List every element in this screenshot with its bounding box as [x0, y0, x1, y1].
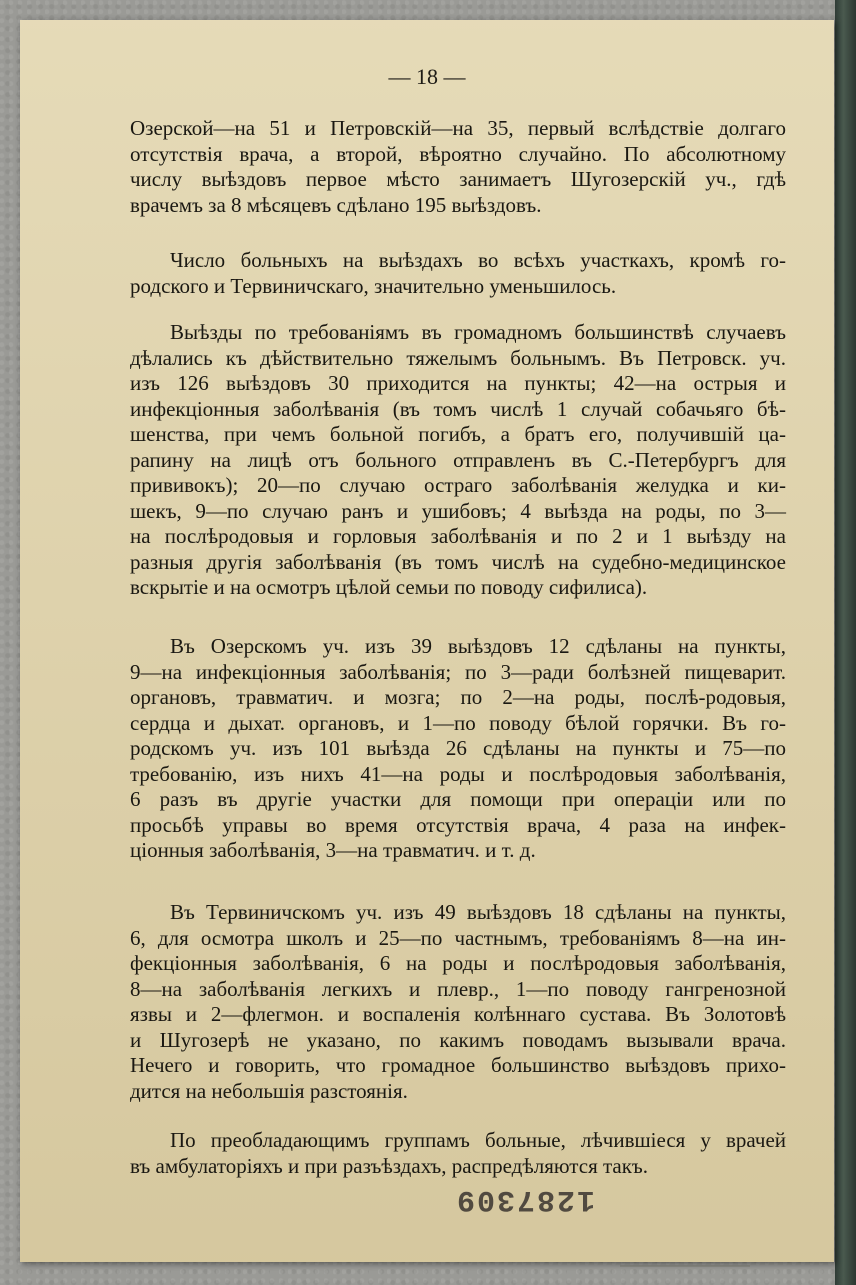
text-line: Въ Озерскомъ уч. изъ 39 выѣздовъ 12 сдѣланы на пункты,	[170, 634, 786, 658]
paragraph	[130, 900, 786, 1104]
paragraph	[130, 1128, 786, 1179]
text-line: и Шугозерѣ не указано, по какимъ поводамъ вызывали врача.	[130, 1027, 786, 1052]
text-line: врачемъ за 8 мѣсяцевъ сдѣлано 195 выѣздовъ.	[130, 192, 542, 217]
text-line: Выѣзды по требованіямъ въ громадномъ большинствѣ случаевъ	[170, 320, 786, 344]
text-line: Озерской—на 51 и Петровскій—на 35, первый вслѣдствіе долгаго	[130, 116, 786, 140]
text-line: рапину на лицѣ отъ больного отправленъ въ С.-Петербургъ для	[130, 447, 786, 472]
text-line: Въ Тервиничскомъ уч. изъ 49 выѣздовъ 18 сдѣланы на пункты,	[170, 900, 786, 924]
text-line: 8—на заболѣванія легкихъ и плевр., 1—по поводу гангренозной	[130, 976, 786, 1001]
text-line: родскомъ уч. изъ 101 выѣзда 26 сдѣланы на пункты и 75—по	[130, 736, 786, 760]
text-line: разныя другія заболѣванія (въ томъ числѣ на судебно-медицинское	[130, 549, 786, 574]
book-page	[20, 20, 834, 1262]
text-line: фекціонныя заболѣванія, 6 на роды и послѣродовыя заболѣванія,	[130, 951, 786, 975]
text-line: ціонныя заболѣванія, 3—на травматич. и т. д.	[130, 838, 536, 862]
text-line: требованію, изъ нихъ 41—на роды и послѣродовыя заболѣванія,	[130, 761, 786, 786]
text-line: отсутствія врача, а второй, вѣроятно случайно. По абсолютному	[130, 141, 786, 166]
text-line: дится на небольшія разстоянія.	[130, 1078, 408, 1103]
paragraph	[130, 320, 786, 601]
text-line: органовъ, травматич. и мозга; по 2—на роды, послѣ-родовыя,	[130, 685, 786, 709]
text-line: Нечего и говорить, что громадное большинство выѣздовъ прихо-	[130, 1053, 786, 1077]
paragraph	[130, 248, 786, 299]
paragraph	[130, 116, 786, 218]
text-line: дѣлались къ дѣйствительно тяжелымъ больнымъ. Въ Петровск. уч.	[130, 345, 786, 370]
text-line: сердца и дыхат. органовъ, и 1—по поводу бѣлой горячки. Въ го-	[130, 710, 786, 735]
text-line: вскрытіе и на осмотръ цѣлой семьи по поводу сифилиса).	[130, 575, 648, 599]
text-line: 9—на инфекціонныя заболѣванія; по 3—ради болѣзней пищеварит.	[130, 659, 786, 684]
paragraph	[130, 634, 786, 864]
text-line: родского и Тервиничскаго, значительно уменьшилось.	[130, 273, 617, 298]
text-line: По преобладающимъ группамъ больные, лѣчившіеся у врачей	[170, 1128, 786, 1152]
text-line: просьбѣ управы во время отсутствія врача, 4 раза на инфек-	[130, 812, 786, 837]
text-line: 6, для осмотра школъ и 25—по частнымъ, требованіямъ 8—на ин-	[130, 925, 786, 950]
text-line: изъ 126 выѣздовъ 30 приходится на пункты; 42—на острыя и	[130, 371, 786, 395]
page-number: — 18 —	[388, 64, 466, 89]
text-line: числу выѣздовъ первое мѣсто занимаетъ Шугозерскій уч., гдѣ	[130, 167, 786, 191]
library-stamp-show-through	[620, 1215, 750, 1267]
text-line: шенства, при чемъ больной погибъ, а братъ его, получившій ца-	[130, 422, 786, 446]
text-line: Число больныхъ на выѣздахъ во всѣхъ участкахъ, кромѣ го-	[170, 248, 786, 272]
inventory-stamp: 1287309	[455, 1182, 596, 1216]
text-line: язвы и 2—флегмон. и воспаленія колѣннаго сустава. Въ Золотовѣ	[130, 1002, 786, 1026]
text-line: 6 разъ въ другіе участки для помощи при операціи или по	[130, 787, 786, 811]
text-line: на послѣродовыя и горловыя заболѣванія и по 2 и 1 выѣзду на	[130, 524, 786, 548]
text-line: прививокъ); 20—по случаю остраго заболѣванія желудка и ки-	[130, 473, 786, 497]
text-line: въ амбулаторіяхъ и при разъѣздахъ, распредѣляются такъ.	[130, 1153, 649, 1178]
text-line: инфекціонныя заболѣванія (въ томъ числѣ 1 случай собачьяго бѣ-	[130, 396, 786, 421]
text-line: шекъ, 9—по случаю ранъ и ушибовъ; 4 выѣзда на роды, по 3—	[130, 498, 786, 523]
book-cover-edge	[835, 0, 856, 1285]
